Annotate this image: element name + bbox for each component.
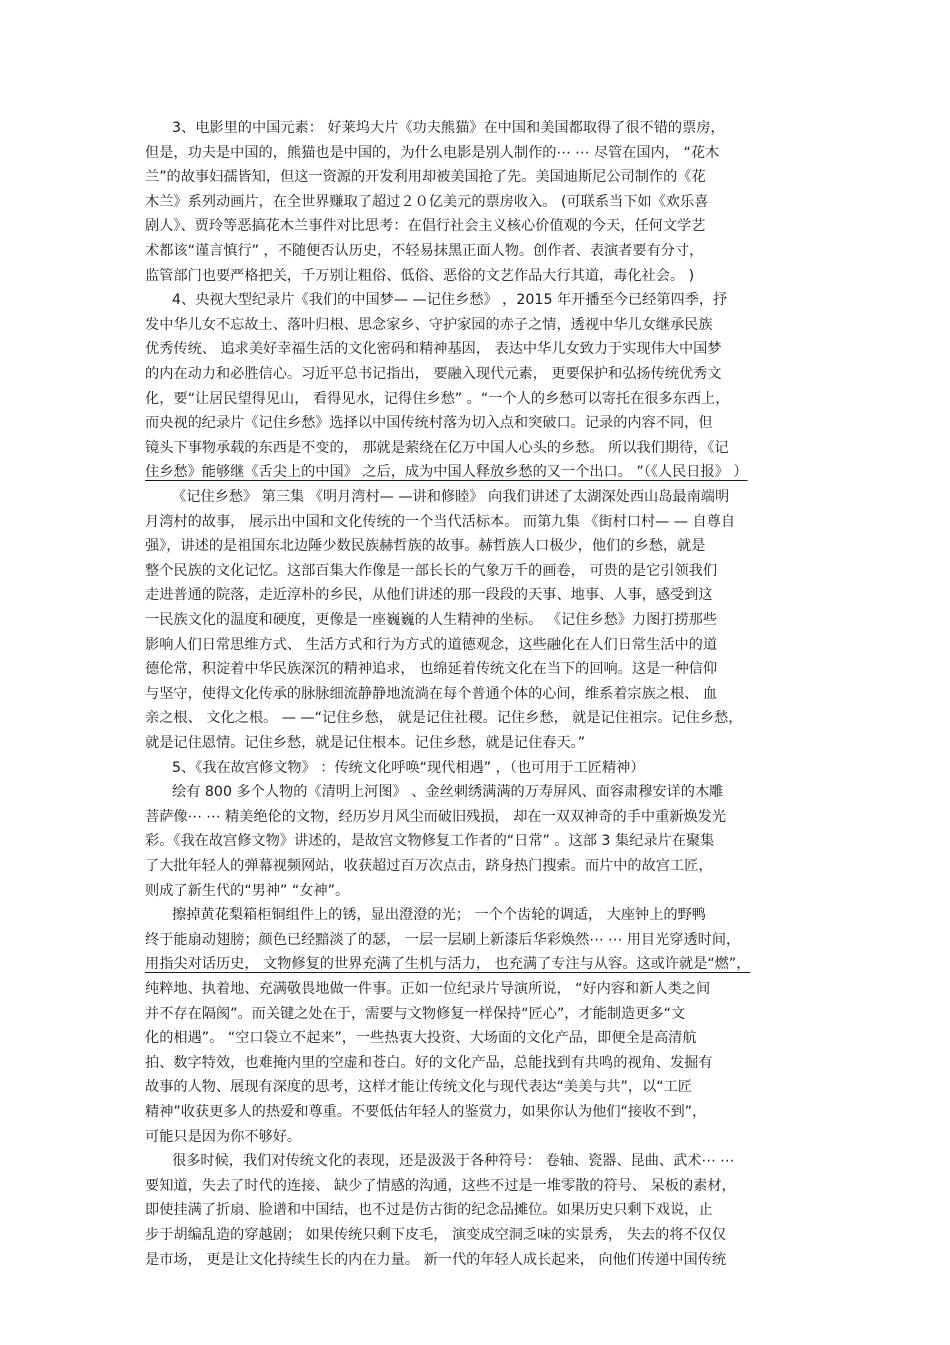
text-line: 剧人》、贾玲等恶搞花木兰事件对比思考：在倡行社会主义核心价值观的今天，任何文学艺 [145, 218, 706, 235]
text-line: 终于能扇动翅膀；颜色已经黯淡了的瑟， 一层一层刷上新漆后华彩焕然⋯ ⋯ 用目光穿透时间， [145, 931, 741, 948]
text-line: 亲之根、 文化之根。 — —“记住乡愁， 就是记住社稷。记住乡愁， 就是记住祖宗。记住乡愁， [145, 710, 743, 727]
text-line: 彩。《我在故宫修文物》讲述的，是故宫文物修复工作者的“日常” 。这部 3 集纪录片在聚集 [145, 833, 715, 850]
text-line: 很多时候，我们对传统文化的表现，还是汲汲于各种符号： 卷轴、瓷器、昆曲、武术⋯ ⋯ [172, 1153, 735, 1170]
text-line: 绘有 800 多个人物的《清明上河图》 、金丝刺绣满满的万寿屏风、面容肃穆安详的木雕 [172, 784, 724, 801]
text-line: 优秀传统、 追求美好幸福生活的文化密码和精神基因， 表达中华儿女致力于实现伟大中国梦 [145, 341, 722, 358]
text-line: 监管部门也要严格把关，千万别让粗俗、低俗、恶俗的文艺作品大行其道，毒化社会。 ) [145, 267, 695, 284]
text-line: 拍、数字特效，也难掩内里的空虚和苍白。好的文化产品，总能找到有共鸣的视角、发掘有 [145, 1054, 713, 1071]
text-line: 一民族文化的温度和硬度，更像是一座巍巍的人生精神的坐标。 《记住乡愁》力图打捞那些 [145, 612, 718, 628]
text-line: 4、央视大型纪录片《我们的中国梦— —记住乡愁》 ，2015 年开播至今已经第四季，抒 [172, 292, 728, 309]
text-line: 了大批年轻人的弹幕视频网站，收获超过百万次点击，跻身热门搜索。而片中的故宫工匠， [145, 858, 713, 874]
text-line: 月湾村的故事， 展示出中国和文化传统的一个当代活标本。 而第九集 《街村口村— — 自尊自 [145, 513, 736, 530]
text-line: 与坚守，使得文化传承的脉脉细流静静地流淌在每个普通个体的心间，维系着宗族之根、 血 [145, 685, 718, 702]
text-line: 可能只是因为你不够好。 [145, 1128, 302, 1145]
text-line: 即使挂满了折扇、脸谱和中国结，也不过是仿古街的纪念品摊位。如果历史只剩下戏说，止 [145, 1202, 713, 1219]
text-line: 精神”收获更多人的热爱和尊重。不要低估年轻人的鉴赏力，如果你认为他们“接收不到”， [145, 1104, 707, 1120]
text-line: 兰”的故事妇孺皆知，但这一资源的开发利用却被美国抢了先。美国迪斯尼公司制作的《花 [145, 169, 706, 186]
text-line: 故事的人物、展现有深度的思考，这样才能让传统文化与现代表达“美美与共”，以“工匠 [145, 1079, 692, 1096]
text-line: 走进普通的院落，走近淳朴的乡民，从他们讲述的那一段段的天事、地事、人事，感受到这 [145, 587, 713, 604]
text-line: 3、电影里的中国元素： 好莱坞大片《功夫熊猫》在中国和美国都取得了很不错的票房， [172, 120, 725, 136]
text-line: 德伦常，积淀着中华民族深沉的精神追求， 也绵延着传统文化在当下的回响。这是一种信仰 [145, 661, 718, 678]
text-line: 步于胡编乱造的穿越剧； 如果传统只剩下皮毛， 演变成空洞乏味的实景秀， 失去的将不仅仅 [145, 1227, 727, 1243]
text-line: 《记住乡愁》 第三集 《明月湾村— —讲和修睦》 向我们讲述了太湖深处西山岛最南端明 [172, 489, 730, 505]
text-line: 化的相遇”。 “空口袋立不起来”，一些热衷大投资、大场面的文化产品，即便全是高清航 [145, 1030, 697, 1047]
text-line: 要知道，失去了时代的连接、 缺少了情感的沟通，这些不过是一堆零散的符号、 呆板的素材， [145, 1177, 736, 1194]
text-line: 化，要“让居民望得见山， 看得见水，记得住乡愁” 。“一个人的乡愁可以寄托在很多东西上， [145, 390, 730, 407]
text-line: 纯粹地、执着地、充满敬畏地做一件事。正如一位纪录片导演所说， “好内容和新人类之间 [145, 981, 711, 997]
text-line: 菩萨像⋯ ⋯ 精美绝伦的文物，经历岁月风尘而破旧残损， 却在一双双神奇的手中重新焕发光 [145, 808, 727, 825]
text-line: 发中华儿女不忘故土、落叶归根、思念家乡、守护家园的赤子之情，透视中华儿女继承民族 [145, 316, 713, 333]
text-line: 镜头下事物承载的东西是不变的， 那就是萦绕在亿万中国人心头的乡愁。 所以我们期待，《记 [145, 439, 729, 456]
text-line: 术都该“谨言慎行” ，不随便否认历史，不轻易抹黑正面人物。创作者、表演者要有分寸， [145, 243, 704, 259]
text-line: 影响人们日常思维方式、 生活方式和行为方式的道德观念，这些融化在人们日常生活中的道 [145, 636, 718, 653]
text-line: 但是，功夫是中国的，熊猫也是中国的，为什么电影是别人制作的⋯ ⋯ 尽管在国内， “花木 [145, 144, 720, 161]
text-line: 用指尖对话历史， 文物修复的世界充满了生机与活力， 也充满了专注与从容。这或许就是“燃”， [145, 956, 751, 973]
text-line: 是市场， 更是让文化持续生长的内在力量。 新一代的年轻人成长起来， 向他们传递中国传统 [145, 1251, 727, 1268]
text-line: 5、《我在故宫修文物》 ：传统文化呼唤“现代相遇” ，（也可用于工匠精神） [172, 759, 645, 776]
text-line: 并不存在隔阂”。而关键之处在于，需要与文物修复一样保持“匠心”，才能制造更多“文 [145, 1005, 686, 1022]
text-line: 就是记住恩情。记住乡愁，就是记住根本。记住乡愁，就是记住春天。” [145, 735, 586, 751]
text-line: 而央视的纪录片《记住乡愁》选择以中国传统村落为切入点和突破口。记录的内容不同，但 [145, 415, 713, 432]
text-line: 木兰》系列动画片，在全世界赚取了超过２０亿美元的票房收入。 (可联系当下如《欢乐喜 [145, 193, 709, 210]
text-line: 则成了新生代的“男神” “女神”。 [145, 882, 350, 899]
text-line: 的内在动力和必胜信心。习近平总书记指出， 要融入现代元素， 更要保护和弘扬传统优秀文 [145, 366, 722, 382]
text-line: 整个民族的文化记忆。这部百集大作像是一部长长的气象万千的画卷， 可贵的是它引领我们 [145, 562, 718, 579]
text-line: 强》，讲述的是祖国东北边陲少数民族赫哲族的故事。赫哲族人口极少，他们的乡愁，就是 [145, 538, 706, 555]
text-line: 擦掉黄花梨箱柜铜组件上的锈，显出澄澄的光； 一个个齿轮的调适， 大座钟上的野鸭 [172, 907, 706, 924]
text-line: 住乡愁》能够继《舌尖上的中国》 之后，成为中国人释放乡愁的又一个出口。 ”（《人民日报》 ） [145, 464, 748, 481]
